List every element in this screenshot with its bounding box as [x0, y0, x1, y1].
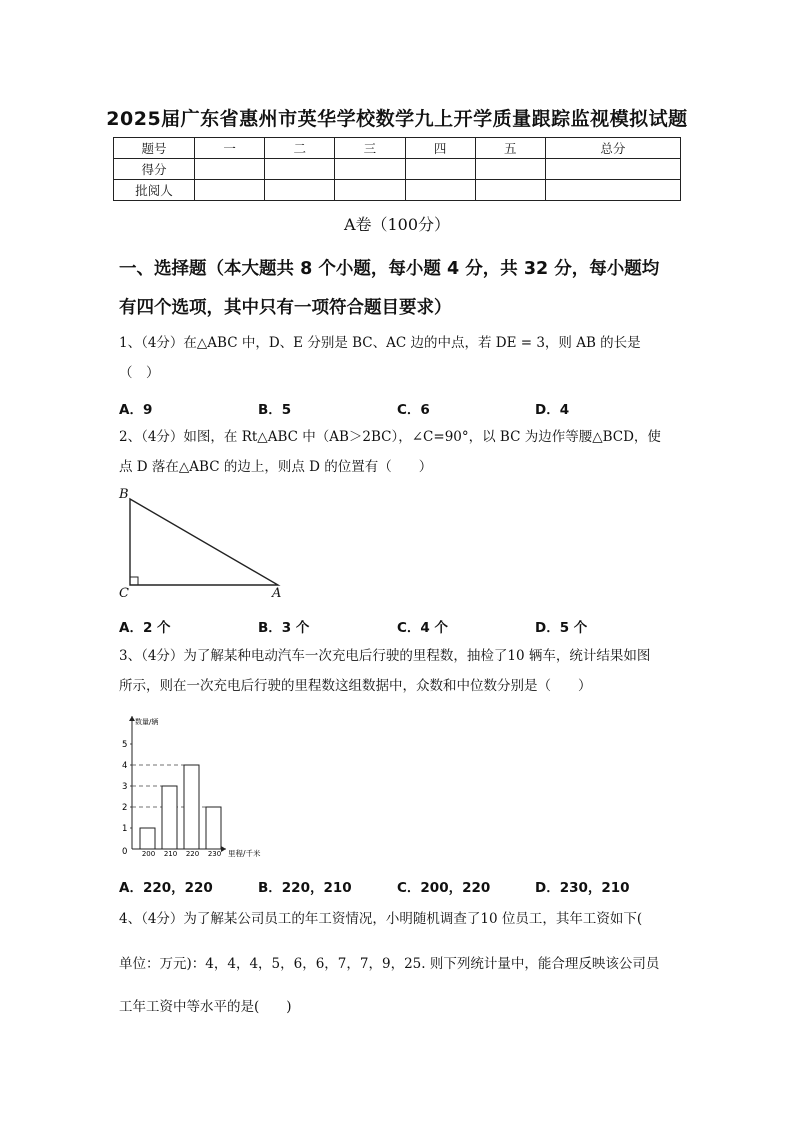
bar-220: [184, 765, 199, 849]
q4-text-line3: 工年工资中等水平的是( ): [119, 999, 292, 1015]
bar-200: [140, 828, 155, 849]
score-cell: [475, 159, 545, 180]
q2-option-d: D．5 个: [535, 620, 588, 636]
x-tick-label: 230: [207, 850, 222, 858]
x-axis-arrow: [221, 846, 226, 852]
triangle-abc: [130, 499, 278, 585]
score-cell: [195, 159, 265, 180]
y-tick-label: 1: [122, 824, 128, 834]
score-header-cell: 五: [475, 138, 545, 159]
y-axis-title: 数量/辆: [135, 718, 159, 726]
y-tick-label: 3: [122, 782, 128, 792]
q2-label-a: A: [272, 586, 282, 601]
score-header-cell: 二: [265, 138, 335, 159]
q1-text-line2: （ ）: [119, 365, 160, 381]
q4-text-line2: 单位：万元)：4，4，4，5，6，6，7，7，9，25. 则下列统计量中，能合理反映该公司员: [119, 956, 660, 972]
q3-text-line2: 所示，则在一次充电后行驶的里程数这组数据中，众数和中位数分别是（ ）: [119, 678, 592, 694]
q1-option-c: C．6: [397, 402, 430, 418]
y-tick-label: 5: [122, 740, 128, 750]
x-tick-label: 200: [141, 850, 156, 858]
q2-triangle-figure: [115, 485, 295, 605]
exam-title: 2025届广东省惠州市英华学校数学九上开学质量跟踪监视模拟试题: [106, 108, 688, 130]
score-cell: [335, 180, 405, 201]
q3-option-c: C．200，220: [397, 880, 491, 896]
q2-option-b: B．3 个: [258, 620, 310, 636]
score-cell: [545, 180, 680, 201]
grader-row-label: 批阅人: [114, 180, 195, 201]
x-tick-label: 220: [185, 850, 200, 858]
score-table: [113, 137, 681, 201]
q3-option-d: D．230，210: [535, 880, 630, 896]
q3-option-b: B．220，210: [258, 880, 352, 896]
score-row-label: 得分: [114, 159, 195, 180]
q1-option-a: A．9: [119, 402, 153, 418]
section-heading-line1: 一、选择题（本大题共 8 个小题，每小题 4 分，共 32 分，每小题均: [119, 259, 660, 279]
score-header-cell: 一: [195, 138, 265, 159]
y-tick-label: 4: [122, 761, 128, 771]
score-cell: [545, 159, 680, 180]
score-header-cell: 四: [405, 138, 475, 159]
section-heading-line2: 有四个选项，其中只有一项符合题目要求）: [119, 298, 452, 318]
q2-text-line1: 2、（4分）如图，在 Rt△ABC 中（AB＞2BC），∠C=90°，以 BC 为边作等腰△BCD，使: [119, 429, 661, 445]
score-row: [114, 159, 681, 180]
grader-row: [114, 180, 681, 201]
q2-text-line2: 点 D 落在△ABC 的边上，则点 D 的位置有（ ）: [119, 459, 433, 475]
q2-option-a: A．2 个: [119, 620, 171, 636]
score-cell: [335, 159, 405, 180]
score-cell: [405, 180, 475, 201]
q1-option-b: B．5: [258, 402, 292, 418]
q3-text-line1: 3、（4分）为了解某种电动汽车一次充电后行驶的里程数，抽检了10 辆车，统计结果如图: [119, 648, 651, 664]
bar-230: [206, 807, 221, 849]
q4-text-line1: 4、（4分）为了解某公司员工的年工资情况，小明随机调查了10 位员工，其年工资如下(: [119, 911, 643, 927]
q1-option-d: D．4: [535, 402, 570, 418]
right-angle-mark: [130, 577, 138, 585]
x-axis-title: 里程/千米: [228, 849, 261, 858]
score-cell: [265, 159, 335, 180]
q2-label-c: C: [119, 586, 129, 601]
score-header-cell: 总分: [545, 138, 680, 159]
q1-text-line1: 1、（4分）在△ABC 中，D、E 分别是 BC、AC 边的中点，若 DE = 3，则 AB 的长是: [119, 335, 641, 351]
x-tick-label: 210: [163, 850, 178, 858]
score-cell: [265, 180, 335, 201]
q3-option-a: A．220，220: [119, 880, 213, 896]
bar-210: [162, 786, 177, 849]
score-header-cell: 题号: [114, 138, 195, 159]
volume-heading: A卷（100分）: [343, 215, 451, 234]
score-cell: [195, 180, 265, 201]
y-tick-label: 2: [122, 803, 128, 813]
q2-option-c: C．4 个: [397, 620, 449, 636]
score-header-cell: 三: [335, 138, 405, 159]
q2-label-b: B: [119, 487, 129, 502]
score-cell: [405, 159, 475, 180]
score-cell: [475, 180, 545, 201]
origin-label: 0: [122, 847, 128, 857]
mileage-bar-chart: [110, 708, 285, 868]
score-header-row: [114, 138, 681, 159]
